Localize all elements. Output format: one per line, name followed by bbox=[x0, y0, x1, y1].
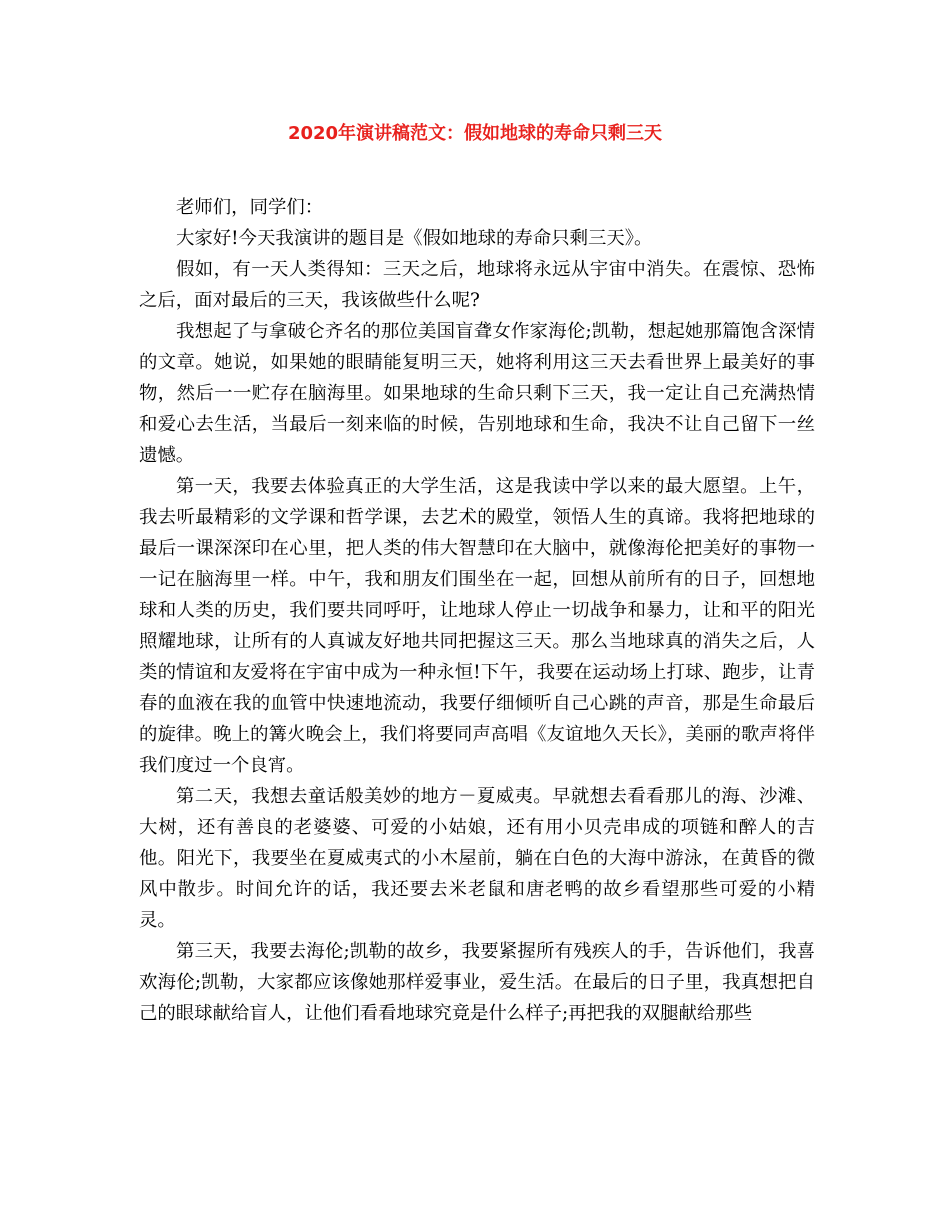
paragraph-day-two: 第二天，我想去童话般美妙的地方－夏威夷。早就想去看看那儿的海、沙滩、大树，还有善良的老婆婆、可爱的小姑娘，还有用小贝壳串成的项链和醉人的吉他。阳光下，我要坐在夏威夷式的小木屋前，躺在白色的大海中游泳，在黄昏的微风中散步。时间允许的话，我还要去米老鼠和唐老鸭的故乡看望那些可爱的小精灵。 bbox=[139, 786, 815, 931]
paragraph-premise: 假如，有一天人类得知：三天之后，地球将永远从宇宙中消失。在震惊、恐怖之后，面对最后的三天，我该做些什么呢? bbox=[139, 259, 815, 311]
document-title: 2020年演讲稿范文：假如地球的寿命只剩三天 bbox=[287, 123, 663, 144]
document-body bbox=[139, 192, 815, 1029]
paragraph-day-one: 第一天，我要去体验真正的大学生活，这是我读中学以来的最大愿望。上午，我去听最精彩的文学课和哲学课，去艺术的殿堂，领悟人生的真谛。我将把地球的最后一课深深印在心里，把人类的伟大智慧印在大脑中，就像海伦把美好的事物一一记在脑海里一样。中午，我和朋友们围坐在一起，回想从前所有的日子，回想地球和人类的历史，我们要共同呼吁，让地球人停止一切战争和暴力，让和平的阳光照耀地球，让所有的人真诚友好地共同把握这三天。那么当地球真的消失之后，人类的情谊和友爱将在宇宙中成为一种永恒!下午，我要在运动场上打球、跑步，让青春的血液在我的血管中快速地流动，我要仔细倾听自己心跳的声音，那是生命最后的旋律。晚上的篝火晚会上，我们将要同声高唱《友谊地久天长》，美丽的歌声将伴我们度过一个良宵。 bbox=[139, 476, 815, 776]
paragraph-helen-keller: 我想起了与拿破仑齐名的那位美国盲聋女作家海伦;凯勒，想起她那篇饱含深情的文章。她说，如果她的眼睛能复明三天，她将利用这三天去看世界上最美好的事物，然后一一贮存在脑海里。如果地球的生命只剩下三天，我一定让自己充满热情和爱心去生活，当最后一刻来临的时候，告别地球和生命，我决不让自己留下一丝遗憾。 bbox=[139, 321, 815, 466]
paragraph-day-three: 第三天，我要去海伦;凯勒的故乡，我要紧握所有残疾人的手，告诉他们，我喜欢海伦;凯勒，大家都应该像她那样爱事业，爱生活。在最后的日子里，我真想把自己的眼球献给盲人，让他们看看地球究竟是什么样子;再把我的双腿献给那些 bbox=[139, 941, 815, 1024]
paragraph-greeting: 大家好!今天我演讲的题目是《假如地球的寿命只剩三天》。 bbox=[176, 228, 653, 249]
paragraph-salutation: 老师们，同学们： bbox=[176, 197, 324, 218]
